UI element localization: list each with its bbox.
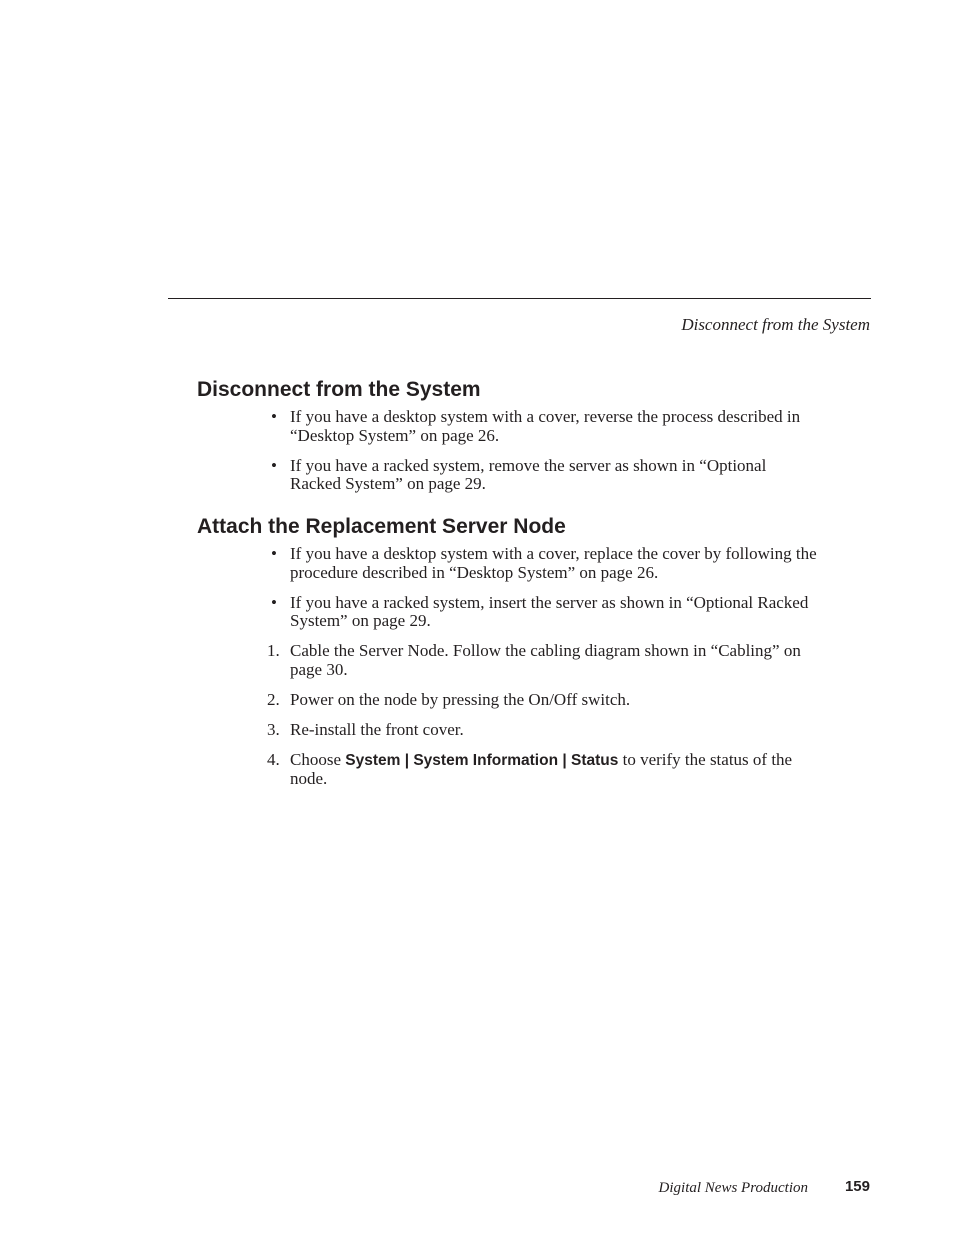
- page-number: 159: [844, 1178, 870, 1195]
- section-heading: Disconnect from the System: [197, 378, 481, 401]
- step-item: [197, 642, 817, 679]
- bullet-marker: •: [271, 592, 277, 612]
- step-text: Power on the node by pressing the On/Off switch.: [290, 689, 631, 709]
- list-item: [197, 594, 817, 631]
- section-attach-replacement: [197, 514, 817, 789]
- bullet-marker: •: [271, 407, 277, 426]
- list-item: [197, 408, 817, 445]
- list-item-text: If you have a racked system, remove the server as shown in “Optional Racked System” on page 29.: [290, 455, 767, 493]
- step-item: [197, 721, 817, 740]
- list-item: [197, 457, 817, 494]
- section-disconnect: [197, 377, 817, 494]
- running-header: Disconnect from the System: [681, 315, 870, 334]
- step-number: 2.: [267, 689, 280, 709]
- bullet-marker: •: [271, 455, 277, 475]
- bullet-marker: •: [271, 544, 277, 563]
- footer-book-title: Digital News Production: [658, 1180, 808, 1196]
- step-text-after: to verify the status of the node.: [290, 749, 793, 788]
- step-item: [197, 751, 817, 789]
- step-item: [197, 691, 817, 710]
- step-text-before: Choose: [290, 749, 346, 769]
- list-item: [197, 545, 817, 582]
- step-text: Cable the Server Node. Follow the cabling diagram shown in “Cabling” on page 30.: [290, 641, 801, 679]
- step-number: 1.: [267, 641, 280, 660]
- list-item-text: If you have a desktop system with a cover, replace the cover by following the procedure described in “Desktop System” on page 26.: [290, 544, 817, 582]
- step-text: Re-install the front cover.: [290, 719, 464, 739]
- section-heading: Attach the Replacement Server Node: [197, 515, 566, 538]
- step-number: 3.: [267, 719, 280, 739]
- menu-path: System | System Information | Status: [345, 751, 619, 769]
- step-number: 4.: [267, 749, 280, 769]
- list-item-text: If you have a desktop system with a cover, reverse the process described in “Desktop System” on page 26.: [290, 407, 801, 445]
- list-item-text: If you have a racked system, insert the server as shown in “Optional Racked System” on page 29.: [290, 592, 809, 630]
- header-rule: [168, 298, 871, 299]
